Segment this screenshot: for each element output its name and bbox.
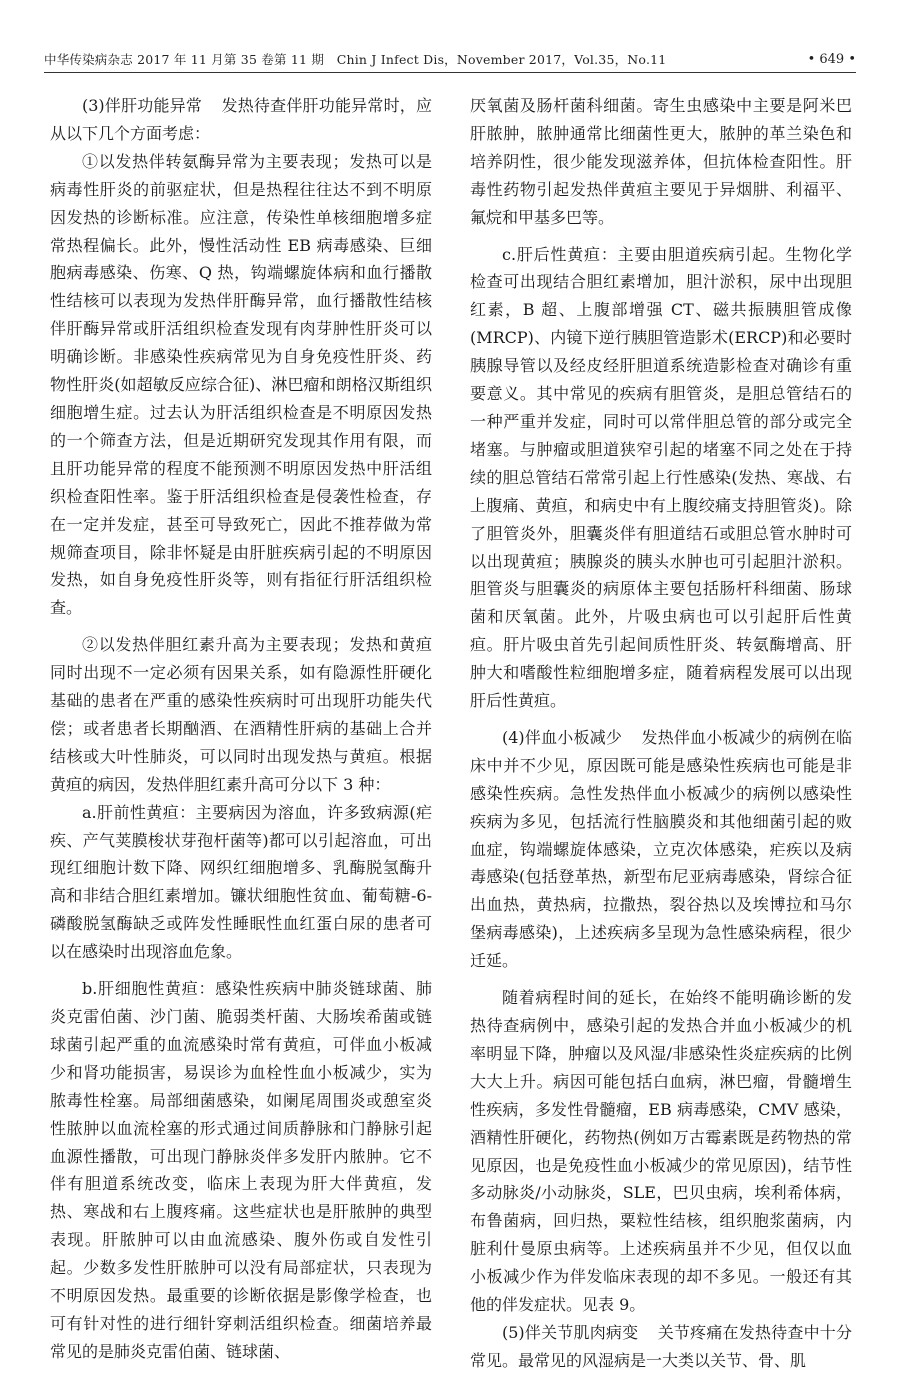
transaminase-paragraph: ①以发热伴转氨酶异常为主要表现；发热可以是病毒性肝炎的前驱症状，但是热程往往达不到不明原因发热的诊断标准。应注意，传染性单核细胞增多症常热程偏长。此外，慢性活动性 EB 病毒感染、巨细胞病毒感染、伤寒、Q 热，钩端螺旋体病和血行播散性结核可以表现为发热伴肝酶异常，血行播散性结核伴肝酶异常或肝活组织检查发现有肉芽肿性肝炎可以明确诊断。非感染性疾病常见为自身免疫性肝炎、药物性肝炎(如超敏反应综合征)、淋巴瘤和朗格汉斯组织细胞增生症。过去认为肝活组织检查是不明原因发热的一个筛查方法，但是近期研究发现其作用有限，而且肝功能异常的程度不能预测不明原因发热中肝活组织检查阳性率。鉴于肝活组织检查是侵袭性检查，存在一定并发症，甚至可导致死亡，因此不推荐做为常规筛查项目，除非怀疑是由肝脏疾病引起的不明原因发热，如自身免疫性肝炎等，则有指征行肝活组织检查。 bbox=[50, 151, 432, 618]
bilirubin-paragraph: ②以发热伴胆红素升高为主要表现；发热和黄疸同时出现不一定必须有因果关系，如有隐源性肝硬化基础的患者在严重的感染性疾病时可出现肝功能失代偿；或者患者长期酗酒、在酒精性肝病的基础上合并结核或大叶性肺炎，可以同时出现发热与黄疸。根据黄疸的病因，发热伴胆红素升高可分以下 3 种： bbox=[50, 635, 432, 794]
section-3-heading: (3)伴肝功能异常 bbox=[82, 96, 203, 115]
section-5-heading: (5)伴关节肌肉病变 bbox=[502, 1322, 639, 1342]
posthepatic-jaundice-paragraph: c.肝后性黄疸：主要由胆道疾病引起。生物化学检查可出现结合胆红素增加，胆汁淤积，尿中出现胆红素，B 超、上腹部增强 CT、磁共振胰胆管成像(MRCP)、内镜下逆行胰胆管造影术(ERCP)和必要时胰腺导管以及经皮经肝胆道系统造影检查对确诊有重要意义。其中常见的疾病有胆管炎，是胆总管结石的一种严重并发症，同时可以常伴胆总管的部分或完全堵塞。与肿瘤或胆道狭窄引起的堵塞不同之处在于持续的胆总管结石常常引起上行性感染(发热、寒战、右上腹痛、黄疸，和病史中有上腹绞痛支持胆管炎)。除了胆管炎外，胆囊炎伴有胆道结石或胆总管水肿时可以出现黄疸；胰腺炎的胰头水肿也可引起胆汁淤积。胆管炎与胆囊炎的病原体主要包括肠杆科细菌、肠球菌和厌氧菌。此外，片吸虫病也可以引起肝后性黄疸。肝片吸虫首先引起间质性肝炎、转氨酶增高、肝肿大和嗜酸性粒细胞增多症，随着病程发展可以出现肝后性黄疸。 bbox=[470, 244, 852, 711]
section-4-heading: (4)伴血小板减少 bbox=[502, 727, 623, 747]
header-rule bbox=[44, 72, 856, 73]
section-3-intro-paragraph bbox=[50, 92, 432, 148]
section-3-intro-text: 发热待查伴肝功能异常时，应从以下几个方面考虑： bbox=[50, 96, 432, 143]
prolonged-course-paragraph: 随着病程时间的延长，在始终不能明确诊断的发热待查病例中，感染引起的发热合并血小板减少的机率明显下降，肿瘤以及风湿/非感染性炎症疾病的比例大大上升。病因可能包括白血病，淋巴瘤，骨髓增生性疾病，多发性骨髓瘤，EB 病毒感染，CMV 感染，酒精性肝硬化，药物热(例如万古霉素既是药物热的常见原因，也是免疫性血小板减少的常见原因)，结节性多动脉炎/小动脉炎，SLE，巴贝虫病，埃利希体病，布鲁菌病，回归热，粟粒性结核，组织胞浆菌病，内脏利什曼原虫病等。上述疾病虽并不少见，但仅以血小板减少作为伴发临床表现的却不多见。一般还有其他的伴发症状。见表 9。 bbox=[470, 988, 852, 1315]
joint-muscle-paragraph bbox=[470, 1319, 852, 1375]
prehepatic-jaundice-paragraph: a.肝前性黄疸：主要病因为溶血，许多致病源(疟疾、产气荚膜梭状芽孢杆菌等)都可以引起溶血，可出现红细胞计数下降、网织红细胞增多、乳酶脱氢酶升高和非结合胆红素增加。镰状细胞性贫血、葡萄糖-6-磷酸脱氢酶缺乏或阵发性睡眠性血红蛋白尿的患者可以在感染时出现溶血危象。 bbox=[50, 802, 432, 962]
section-5-text: 关节疼痛在发热待查中十分常见。最常见的风湿病是一大类以关节、骨、肌 bbox=[470, 1322, 852, 1370]
right-column bbox=[470, 92, 852, 1370]
section-4-text: 发热伴血小板减少的病例在临床中并不少见，原因既可能是感染性疾病也可能是非感染性疾病。急性发热伴血小板减少的病例以感染性疾病为多见，包括流行性脑膜炎和其他细菌引起的败血症，钩端螺旋体感染，立克次体感染，疟疾以及病毒感染(包括登革热，新型布尼亚病毒感染，肾综合征出血热，黄热病，拉撒热，裂谷热以及埃博拉和马尔堡病毒感染)，上述疾病多呈现为急性感染病程，很少迁延。 bbox=[470, 727, 852, 971]
page-number: • 649 • bbox=[807, 52, 856, 67]
left-column bbox=[50, 92, 432, 1361]
hepatocellular-jaundice-paragraph: b.肝细胞性黄疸：感染性疾病中肺炎链球菌、肺炎克雷伯菌、沙门菌、脆弱类杆菌、大肠埃希菌或链球菌引起严重的血流感染时常有黄疸，可伴血小板减少和肾功能损害，易误诊为血栓性血小板减少，实为脓毒性栓塞。局部细菌感染，如阑尾周围炎或憩室炎性脓肿以血流栓塞的形式通过间质静脉和门静脉引起血源性播散，可出现门静脉炎伴多发肝内脓肿。它不伴有胆道系统改变，临床上表现为肝大伴黄疸，发热、寒战和右上腹疼痛。这些症状也是肝脓肿的典型表现。肝脓肿可以由血流感染、腹外伤或自发性引起。少数多发性肝脓肿可以没有局部症状，只表现为不明原因发热。最重要的诊断依据是影像学检查，也可有针对性的进行细针穿刺活组织检查。细菌培养最常见的是肺炎克雷伯菌、链球菌、 bbox=[50, 979, 432, 1361]
running-head: 中华传染病杂志 2017 年 11 月第 35 卷第 11 期 Chin J Infect Dis，November 2017，Vol.35，No.11 bbox=[44, 52, 667, 67]
thrombocytopenia-paragraph bbox=[470, 724, 852, 975]
page-header bbox=[44, 46, 856, 68]
continued-paragraph: 厌氧菌及肠杆菌科细菌。寄生虫感染中主要是阿米巴肝脓肿，脓肿通常比细菌性更大，脓肿的革兰染色和培养阴性，很少能发现滋养体，但抗体检查阳性。肝毒性药物引起发热伴黄疸主要见于异烟肼、利福平、氟烷和甲基多巴等。 bbox=[470, 96, 852, 227]
